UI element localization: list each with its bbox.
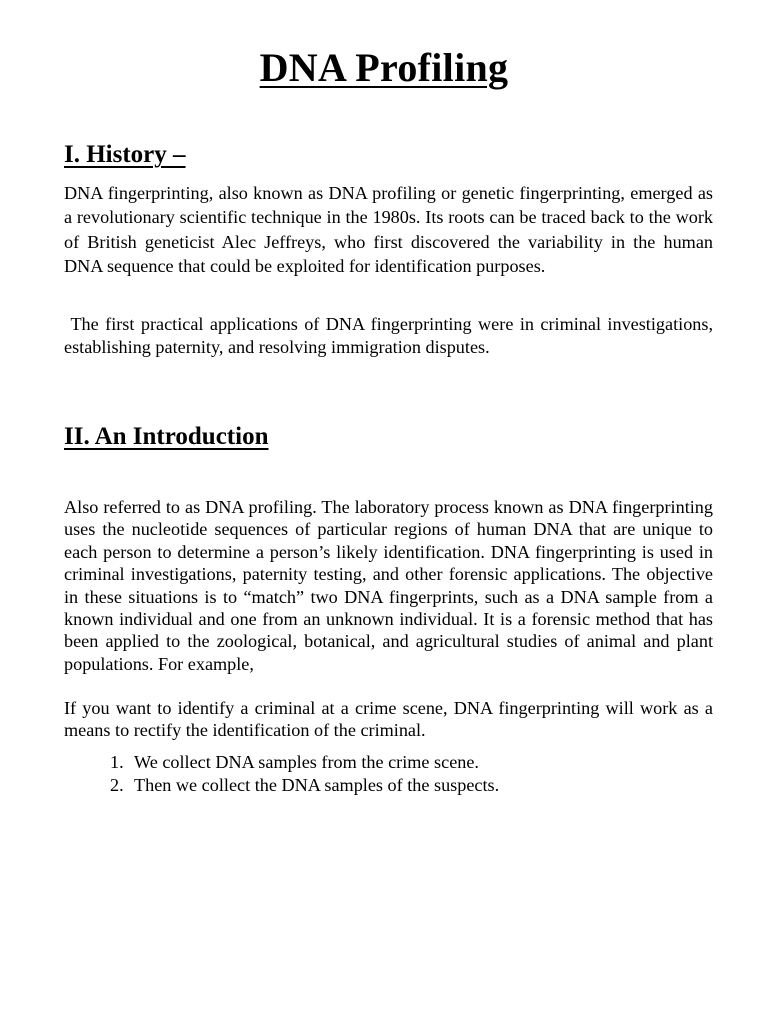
- list-item-number: 1.: [110, 752, 124, 772]
- introduction-paragraph-1: Also referred to as DNA profiling. The laboratory process known as DNA fingerprinting uses the nucleotide sequences of particular regions of human DNA that are unique to each person to determine a person’s likely identification. DNA fingerprinting is used in criminal investigations, paternity testing, and other forensic applications. The objective in these situations is to “match” two DNA fingerprints, such as a DNA sample from a known individual and one from an unknown individual. It is a forensic method that has been applied to the zoological, botanical, and agricultural studies of animal and plant populations. For example,: [64, 497, 713, 674]
- introduction-paragraph-2: If you want to identify a criminal at a crime scene, DNA fingerprinting will work as a means to rectify the identification of the criminal.: [64, 698, 713, 741]
- history-paragraph-2: The first practical applications of DNA fingerprinting were in criminal investigations, establishing paternity, and resolving immigration disputes.: [64, 314, 718, 357]
- history-paragraph-1: DNA fingerprinting, also known as DNA profiling or genetic fingerprinting, emerged as a revolutionary scientific technique in the 1980s. Its roots can be traced back to the work of British geneticist Alec Jeffreys, who first discovered the variability in the human DNA sequence that could be exploited for identification purposes.: [64, 183, 713, 277]
- list-item: [110, 774, 499, 797]
- list-item-text: Then we collect the DNA samples of the suspects.: [134, 775, 500, 795]
- list-item-text: We collect DNA samples from the crime scene.: [134, 752, 479, 772]
- list-item-number: 2.: [110, 775, 124, 795]
- steps-list: [110, 751, 499, 797]
- document-title: [0, 44, 768, 91]
- section-heading-history: I. History –: [64, 141, 186, 168]
- document-title-text: DNA Profiling: [259, 45, 509, 90]
- list-item: [110, 751, 499, 774]
- section-heading-introduction: II. An Introduction: [64, 423, 269, 450]
